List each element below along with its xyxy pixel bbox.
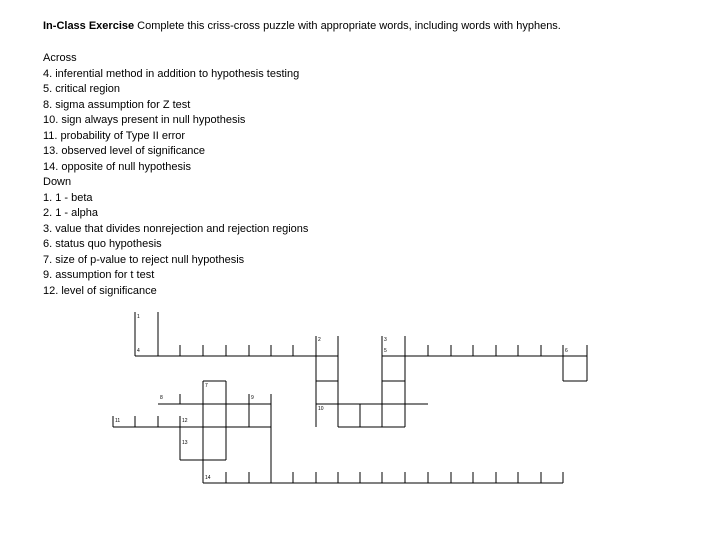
down-clue-3: 3. value that divides nonrejection and rejection regions: [43, 222, 309, 235]
grid-number-14: 14: [205, 475, 211, 481]
grid-number-6: 6: [565, 348, 568, 354]
grid-number-5: 5: [384, 348, 387, 354]
grid-number-9: 9: [251, 395, 254, 401]
across-clue-4: 4. inferential method in addition to hypothesis testing: [43, 67, 300, 80]
grid-number-1: 1: [137, 314, 140, 320]
across-title: Across: [43, 52, 77, 64]
heading-lead: In-Class Exercise: [43, 20, 135, 32]
grid-number-4: 4: [137, 348, 140, 354]
grid-number-12: 12: [182, 418, 188, 424]
across-clue-8: 8. sigma assumption for Z test: [43, 98, 191, 111]
heading-text: Complete this criss-cross puzzle with appropriate words, including words with hyphens.: [134, 20, 561, 32]
grid-number-8: 8: [160, 395, 163, 401]
across-clue-13: 13. observed level of significance: [43, 145, 206, 157]
down-clue-7: 7. size of p-value to reject null hypothesis: [43, 253, 245, 266]
down-clue-1: 1. 1 - beta: [43, 191, 93, 204]
across-clue-14: 14. opposite of null hypothesis: [43, 160, 191, 173]
grid-number-11: 11: [115, 418, 121, 424]
down-clue-9: 9. assumption for t test: [43, 269, 155, 281]
grid-number-10: 10: [318, 406, 324, 412]
down-clue-12: 12. level of significance: [43, 284, 157, 297]
down-title: Down: [43, 176, 72, 188]
down-clue-6: 6. status quo hypothesis: [43, 238, 162, 250]
grid-number-3: 3: [384, 337, 387, 343]
across-clue-11: 11. probability of Type II error: [43, 129, 186, 142]
grid-number-13: 13: [182, 440, 188, 446]
grid-number-2: 2: [318, 337, 321, 343]
down-clue-2: 2. 1 - alpha: [43, 207, 99, 219]
grid-number-7: 7: [205, 383, 208, 389]
across-clue-10: 10. sign always present in null hypothesis: [43, 114, 246, 126]
across-clue-5: 5. critical region: [43, 83, 121, 95]
